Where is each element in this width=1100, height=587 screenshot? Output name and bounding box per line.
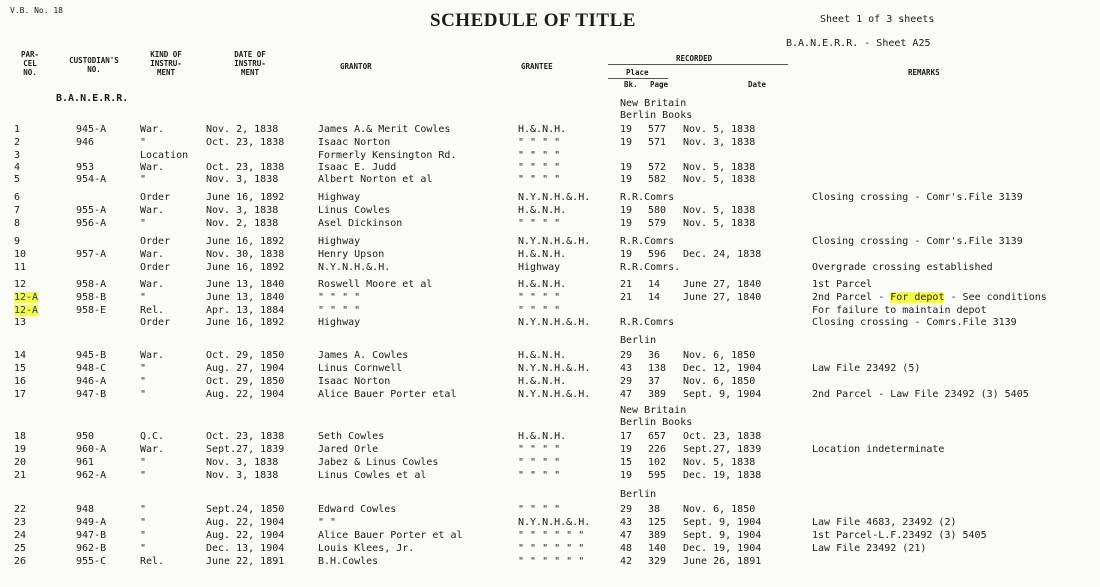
sheet-reference: B.A.N.E.R.R. - Sheet A25 xyxy=(786,38,931,49)
cell-grantor: Isaac Norton xyxy=(318,376,391,387)
cell-bk: 48 xyxy=(620,543,633,554)
cell-grantor: James A.& Merit Cowles xyxy=(318,124,451,135)
cell-pg: 389 xyxy=(648,389,667,400)
cell-par: 15 xyxy=(14,363,27,374)
cell-par: 1 xyxy=(14,124,21,135)
cell-rdate: Dec. 24, 1838 xyxy=(683,249,762,260)
header-place-divider xyxy=(608,78,668,79)
cell-rdate: Nov. 5, 1838 xyxy=(683,162,756,173)
cell-par: 12-A xyxy=(14,305,39,316)
cell-grantor: Asel Dickinson xyxy=(318,218,403,229)
cell-cust: 962-A xyxy=(76,470,107,481)
cell-kind: " xyxy=(140,137,147,148)
header-place: Place xyxy=(626,68,649,77)
cell-rdate: Dec. 19, 1838 xyxy=(683,470,762,481)
cell-kind: " xyxy=(140,457,147,468)
cell-pg: 14 xyxy=(648,292,661,303)
cell-grantor: Highway xyxy=(318,192,361,203)
remarks-text: 2nd Parcel - xyxy=(812,292,891,303)
cell-cust: 947-B xyxy=(76,389,107,400)
cell-grantor: James A. Cowles xyxy=(318,350,409,361)
cell-pg: 577 xyxy=(648,124,667,135)
cell-par: 5 xyxy=(14,174,21,185)
cell-grantee: " " " " xyxy=(518,470,561,481)
cell-grantor: Formerly Kensington Rd. xyxy=(318,150,457,161)
cell-date: Aug. 22, 1904 xyxy=(206,530,285,541)
cell-pg: 37 xyxy=(648,376,661,387)
cell-rdate: Nov. 5, 1838 xyxy=(683,457,756,468)
cell-date: Oct. 29, 1850 xyxy=(206,350,285,361)
cell-kind: Order xyxy=(140,236,171,247)
header-recorded: RECORDED xyxy=(676,54,713,63)
header-parcel xyxy=(10,50,50,77)
cell-date: Oct. 23, 1838 xyxy=(206,162,285,173)
cell-kind: " xyxy=(140,174,147,185)
header-custodian-line: NO. xyxy=(87,65,101,74)
cell-par: 16 xyxy=(14,376,27,387)
cell-pg: 138 xyxy=(648,363,667,374)
cell-kind: Q.C. xyxy=(140,431,165,442)
cell-bk: 19 xyxy=(620,444,633,455)
header-kind-line: INSTRU- xyxy=(150,59,182,68)
section-label: B.A.N.E.R.R. xyxy=(56,93,129,104)
cell-kind: " xyxy=(140,530,147,541)
place-note: Berlin Books xyxy=(620,110,693,121)
cell-grantor: Henry Upson xyxy=(318,249,385,260)
cell-remarks: Law File 23492 (21) xyxy=(812,543,927,554)
cell-grantee: H.&.N.H. xyxy=(518,279,567,290)
cell-grantee: " " " " xyxy=(518,218,561,229)
cell-kind: " xyxy=(140,470,147,481)
cell-grantee: N.Y.N.H.&.H. xyxy=(518,236,591,247)
cell-cust: 950 xyxy=(76,431,95,442)
cell-bk: 19 xyxy=(620,124,633,135)
cell-par: 2 xyxy=(14,137,21,148)
cell-grantor: Seth Cowles xyxy=(318,431,385,442)
cell-bk: 29 xyxy=(620,376,633,387)
cell-bk: 21 xyxy=(620,292,633,303)
cell-grantee: " " " " xyxy=(518,444,561,455)
cell-kind: War. xyxy=(140,350,165,361)
cell-grantor: Albert Norton et al xyxy=(318,174,433,185)
cell-bk: 47 xyxy=(620,530,633,541)
cell-pg: 14 xyxy=(648,279,661,290)
cell-kind: Rel. xyxy=(140,305,165,316)
cell-bk: 19 xyxy=(620,218,633,229)
cell-rdate: Nov. 6, 1850 xyxy=(683,376,756,387)
header-kind-line: KIND OF xyxy=(150,50,182,59)
cell-cust: 946-A xyxy=(76,376,107,387)
cell-bk: R.R.Comrs xyxy=(620,236,675,247)
cell-grantee: " " " " xyxy=(518,137,561,148)
cell-rdate: Nov. 5, 1838 xyxy=(683,205,756,216)
cell-grantee: " " " " xyxy=(518,174,561,185)
header-remarks: REMARKS xyxy=(908,68,940,77)
remarks-highlight: For depot xyxy=(890,292,945,303)
cell-par: 10 xyxy=(14,249,27,260)
cell-cust: 946 xyxy=(76,137,95,148)
cell-par: 6 xyxy=(14,192,21,203)
cell-par: 17 xyxy=(14,389,27,400)
header-date-line: MENT xyxy=(240,68,260,77)
cell-grantee: N.Y.N.H.&.H. xyxy=(518,517,591,528)
cell-grantee: Highway xyxy=(518,262,561,273)
cell-date: Sept.24, 1850 xyxy=(206,504,285,515)
cell-kind: War. xyxy=(140,162,165,173)
cell-cust: 953 xyxy=(76,162,95,173)
header-grantor: GRANTOR xyxy=(340,62,372,71)
header-parcel-line: NO. xyxy=(23,68,37,77)
cell-date: Dec. 13, 1904 xyxy=(206,543,285,554)
cell-rdate: Sept.27, 1839 xyxy=(683,444,762,455)
cell-bk: 15 xyxy=(620,457,633,468)
cell-grantee: H.&.N.H. xyxy=(518,124,567,135)
cell-grantee: " " " " " " xyxy=(518,556,585,567)
cell-grantor: Edward Cowles xyxy=(318,504,397,515)
cell-remarks: Location indeterminate xyxy=(812,444,945,455)
remarks-tail: - See conditions xyxy=(944,292,1047,303)
cell-kind: War. xyxy=(140,444,165,455)
cell-date: Nov. 3, 1838 xyxy=(206,470,279,481)
cell-cust: 955-A xyxy=(76,205,107,216)
cell-rdate: Nov. 6, 1850 xyxy=(683,350,756,361)
cell-grantee: N.Y.N.H.&.H. xyxy=(518,363,591,374)
cell-par: 12 xyxy=(14,279,27,290)
cell-grantor: Highway xyxy=(318,236,361,247)
cell-kind: " xyxy=(140,218,147,229)
cell-kind: " xyxy=(140,543,147,554)
cell-par: 9 xyxy=(14,236,21,247)
cell-kind: War. xyxy=(140,279,165,290)
cell-grantee: " " " " " " xyxy=(518,530,585,541)
cell-date: Aug. 22, 1904 xyxy=(206,517,285,528)
cell-cust: 949-A xyxy=(76,517,107,528)
cell-rdate: Sept. 9, 1904 xyxy=(683,517,762,528)
cell-par: 26 xyxy=(14,556,27,567)
cell-remarks: For failure to maintain depot xyxy=(812,305,987,316)
cell-kind: " xyxy=(140,292,147,303)
header-record-date: Date xyxy=(748,80,767,89)
cell-par: 21 xyxy=(14,470,27,481)
cell-bk: 29 xyxy=(620,350,633,361)
header-custodian xyxy=(54,56,134,74)
cell-grantor: Isaac Norton xyxy=(318,137,391,148)
cell-grantee: H.&.N.H. xyxy=(518,350,567,361)
cell-bk: 21 xyxy=(620,279,633,290)
cell-grantor: Linus Cowles et al xyxy=(318,470,427,481)
cell-rdate: June 27, 1840 xyxy=(683,292,762,303)
cell-grantor: " " " " xyxy=(318,305,361,316)
cell-par: 7 xyxy=(14,205,21,216)
cell-pg: 38 xyxy=(648,504,661,515)
cell-bk: 42 xyxy=(620,556,633,567)
place-note: New Britain xyxy=(620,98,687,109)
cell-date: Oct. 23, 1838 xyxy=(206,137,285,148)
cell-grantor: " " " " xyxy=(318,292,361,303)
place-note: Berlin Books xyxy=(620,417,693,428)
cell-grantor: " " xyxy=(318,517,337,528)
cell-grantee: " " " " xyxy=(518,150,561,161)
header-parcel-line: CEL xyxy=(23,59,37,68)
cell-grantee: " " " " xyxy=(518,457,561,468)
cell-bk: 19 xyxy=(620,205,633,216)
cell-pg: 572 xyxy=(648,162,667,173)
cell-cust: 947-B xyxy=(76,530,107,541)
cell-remarks: 1st Parcel xyxy=(812,279,873,290)
cell-date: June 22, 1891 xyxy=(206,556,285,567)
cell-kind: " xyxy=(140,376,147,387)
sheet-count: Sheet 1 of 3 sheets xyxy=(820,14,935,25)
cell-bk: R.R.Comrs. xyxy=(620,262,681,273)
cell-bk: 19 xyxy=(620,162,633,173)
header-grantee: GRANTEE xyxy=(521,62,553,71)
place-note: New Britain xyxy=(620,405,687,416)
cell-date: June 16, 1892 xyxy=(206,317,285,328)
cell-bk: 19 xyxy=(620,137,633,148)
cell-date: Sept.27, 1839 xyxy=(206,444,285,455)
cell-bk: 43 xyxy=(620,517,633,528)
cell-grantee: " " " " xyxy=(518,305,561,316)
cell-rdate: Nov. 5, 1838 xyxy=(683,218,756,229)
cell-bk: 19 xyxy=(620,174,633,185)
cell-date: Nov. 3, 1838 xyxy=(206,174,279,185)
cell-rdate: Nov. 6, 1850 xyxy=(683,504,756,515)
cell-cust: 961 xyxy=(76,457,95,468)
place-note: Berlin xyxy=(620,489,657,500)
cell-remarks: Closing crossing - Comr's.File 3139 xyxy=(812,236,1023,247)
cell-pg: 102 xyxy=(648,457,667,468)
cell-date: Nov. 3, 1838 xyxy=(206,205,279,216)
cell-cust: 945-A xyxy=(76,124,107,135)
cell-grantor: Jared Orle xyxy=(318,444,379,455)
cell-rdate: June 26, 1891 xyxy=(683,556,762,567)
cell-pg: 579 xyxy=(648,218,667,229)
cell-par: 8 xyxy=(14,218,21,229)
cell-remarks: Closing crossing - Comrs.File 3139 xyxy=(812,317,1017,328)
cell-pg: 36 xyxy=(648,350,661,361)
header-kind-line: MENT xyxy=(156,68,176,77)
cell-par: 3 xyxy=(14,150,21,161)
cell-grantee: N.Y.N.H.&.H. xyxy=(518,192,591,203)
cell-grantee: H.&.N.H. xyxy=(518,249,567,260)
cell-grantee: N.Y.N.H.&.H. xyxy=(518,389,591,400)
cell-date: Apr. 13, 1884 xyxy=(206,305,285,316)
cell-bk: 19 xyxy=(620,470,633,481)
cell-bk: 19 xyxy=(620,249,633,260)
cell-bk: R.R.Comrs xyxy=(620,192,675,203)
header-custodian-line: CUSTODIAN'S xyxy=(69,56,119,65)
cell-kind: " xyxy=(140,517,147,528)
cell-grantee: H.&.N.H. xyxy=(518,376,567,387)
cell-remarks: 2nd Parcel - Law File 23492 (3) 5405 xyxy=(812,389,1029,400)
cell-rdate: Sept. 9, 1904 xyxy=(683,389,762,400)
cell-grantor: Louis Klees, Jr. xyxy=(318,543,415,554)
cell-cust: 960-A xyxy=(76,444,107,455)
cell-kind: " xyxy=(140,389,147,400)
form-number: V.B. No. 18 xyxy=(10,6,63,15)
cell-cust: 954-A xyxy=(76,174,107,185)
cell-par: 14 xyxy=(14,350,27,361)
cell-kind: " xyxy=(140,504,147,515)
cell-par: 12-A xyxy=(14,292,39,303)
cell-grantor: Linus Cowles xyxy=(318,205,391,216)
cell-par: 22 xyxy=(14,504,27,515)
cell-kind: Rel. xyxy=(140,556,165,567)
cell-remarks: Closing crossing - Comr's.File 3139 xyxy=(812,192,1023,203)
cell-cust: 948-C xyxy=(76,363,107,374)
cell-grantee: H.&.N.H. xyxy=(518,431,567,442)
cell-cust: 955-C xyxy=(76,556,107,567)
cell-pg: 571 xyxy=(648,137,667,148)
cell-bk: 47 xyxy=(620,389,633,400)
cell-bk: 43 xyxy=(620,363,633,374)
cell-grantor: N.Y.N.H.&.H. xyxy=(318,262,391,273)
cell-pg: 329 xyxy=(648,556,667,567)
cell-grantee: " " " " " " xyxy=(518,543,585,554)
header-date xyxy=(215,50,285,77)
cell-cust: 958-E xyxy=(76,305,107,316)
cell-date: Aug. 27, 1904 xyxy=(206,363,285,374)
cell-date: Aug. 22, 1904 xyxy=(206,389,285,400)
cell-kind: " xyxy=(140,363,147,374)
header-page: Page xyxy=(650,80,669,89)
cell-grantor: Alice Bauer Porter etal xyxy=(318,389,457,400)
cell-kind: War. xyxy=(140,205,165,216)
cell-remarks: 1st Parcel-L.F.23492 (3) 5405 xyxy=(812,530,987,541)
cell-kind: Order xyxy=(140,262,171,273)
cell-pg: 657 xyxy=(648,431,667,442)
cell-grantor: Jabez & Linus Cowles xyxy=(318,457,439,468)
cell-date: Nov. 2, 1838 xyxy=(206,218,279,229)
cell-cust: 962-B xyxy=(76,543,107,554)
cell-date: June 16, 1892 xyxy=(206,236,285,247)
cell-rdate: Nov. 5, 1838 xyxy=(683,124,756,135)
cell-par: 20 xyxy=(14,457,27,468)
cell-bk: R.R.Comrs xyxy=(620,317,675,328)
cell-kind: Order xyxy=(140,317,171,328)
cell-date: June 16, 1892 xyxy=(206,192,285,203)
cell-grantor: Alice Bauer Porter et al xyxy=(318,530,463,541)
cell-remarks: Law File 23492 (5) xyxy=(812,363,921,374)
place-note: Berlin xyxy=(620,335,657,346)
cell-par: 24 xyxy=(14,530,27,541)
cell-cust: 956-A xyxy=(76,218,107,229)
cell-grantee: " " " " xyxy=(518,162,561,173)
cell-remarks xyxy=(812,292,1047,303)
cell-bk: 29 xyxy=(620,504,633,515)
cell-date: Nov. 30, 1838 xyxy=(206,249,285,260)
cell-grantor: Roswell Moore et al xyxy=(318,279,433,290)
cell-cust: 958-A xyxy=(76,279,107,290)
cell-par: 13 xyxy=(14,317,27,328)
cell-bk: 17 xyxy=(620,431,633,442)
cell-par: 11 xyxy=(14,262,27,273)
cell-rdate: Dec. 12, 1904 xyxy=(683,363,762,374)
cell-pg: 582 xyxy=(648,174,667,185)
cell-pg: 595 xyxy=(648,470,667,481)
cell-kind: War. xyxy=(140,124,165,135)
cell-pg: 125 xyxy=(648,517,667,528)
cell-cust: 957-A xyxy=(76,249,107,260)
header-divider xyxy=(608,64,788,65)
cell-pg: 580 xyxy=(648,205,667,216)
cell-grantor: Linus Cornwell xyxy=(318,363,403,374)
cell-date: Nov. 2, 1838 xyxy=(206,124,279,135)
cell-date: June 13, 1840 xyxy=(206,292,285,303)
page-title: SCHEDULE OF TITLE xyxy=(430,10,636,31)
cell-rdate: Dec. 19, 1904 xyxy=(683,543,762,554)
cell-grantee: H.&.N.H. xyxy=(518,205,567,216)
header-date-line: INSTRU- xyxy=(234,59,266,68)
cell-date: Oct. 29, 1850 xyxy=(206,376,285,387)
cell-pg: 226 xyxy=(648,444,667,455)
cell-grantor: Highway xyxy=(318,317,361,328)
header-parcel-line: PAR- xyxy=(20,50,40,59)
cell-par: 23 xyxy=(14,517,27,528)
cell-pg: 389 xyxy=(648,530,667,541)
cell-grantor: B.H.Cowles xyxy=(318,556,379,567)
cell-remarks: Overgrade crossing established xyxy=(812,262,993,273)
cell-kind: Location xyxy=(140,150,189,161)
cell-kind: War. xyxy=(140,249,165,260)
cell-rdate: June 27, 1840 xyxy=(683,279,762,290)
cell-rdate: Oct. 23, 1838 xyxy=(683,431,762,442)
cell-par: 4 xyxy=(14,162,21,173)
cell-cust: 948 xyxy=(76,504,95,515)
cell-par: 25 xyxy=(14,543,27,554)
cell-kind: Order xyxy=(140,192,171,203)
cell-grantee: " " " " xyxy=(518,504,561,515)
cell-rdate: Sept. 9, 1904 xyxy=(683,530,762,541)
cell-date: June 16, 1892 xyxy=(206,262,285,273)
cell-grantee: " " " " xyxy=(518,292,561,303)
cell-pg: 140 xyxy=(648,543,667,554)
cell-par: 18 xyxy=(14,431,27,442)
cell-rdate: Nov. 3, 1838 xyxy=(683,137,756,148)
cell-pg: 596 xyxy=(648,249,667,260)
header-kind xyxy=(138,50,194,77)
cell-cust: 945-B xyxy=(76,350,107,361)
cell-par: 19 xyxy=(14,444,27,455)
cell-date: June 13, 1840 xyxy=(206,279,285,290)
cell-rdate: Nov. 5, 1838 xyxy=(683,174,756,185)
cell-remarks: Law File 4683, 23492 (2) xyxy=(812,517,957,528)
cell-grantee: N.Y.N.H.&.H. xyxy=(518,317,591,328)
header-book: Bk. xyxy=(624,80,638,89)
cell-cust: 958-B xyxy=(76,292,107,303)
header-date-line: DATE OF xyxy=(234,50,266,59)
cell-date: Oct. 23, 1838 xyxy=(206,431,285,442)
cell-date: Nov. 3, 1838 xyxy=(206,457,279,468)
cell-grantor: Isaac E. Judd xyxy=(318,162,397,173)
